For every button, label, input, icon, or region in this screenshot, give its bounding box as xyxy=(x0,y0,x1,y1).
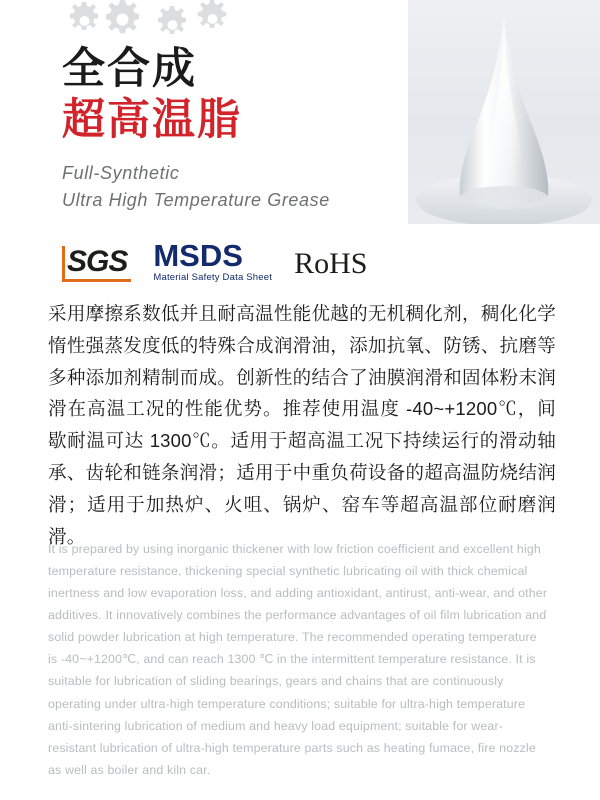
subtitle-en xyxy=(62,160,482,214)
page-title xyxy=(62,44,392,145)
rohs-logo-icon: RoHS xyxy=(294,247,368,280)
description-en: It is prepared by using inorganic thickener with low friction coefficient and excellent high temperature resistance, thickening special synthetic lubricating oil with thick chemical inertness and low evaporation loss, and adding antioxidant, antirust, anti-wear, and other additives. It innovatively combines the performance advantages of oil film lubrication and solid powder lubrication at high temperature. The recommended operating temperature is -40~+1200℃, and can reach 1300 ℃ in the intermittent temperature resistance. It is suitable for lubrication of sliding bearings, gears and chains that are continuously operating under ultra-high temperature conditions; suitable for ultra-high temperature anti-sintering lubrication of medium and heavy load equipment; suitable for wear-resistant lubrication of ultra-high temperature parts such as heating fumace, fire nozzle as well as boiler and kiln car. xyxy=(48,542,548,777)
subtitle-line-2: Ultra High Temperature Grease xyxy=(62,190,330,210)
subtitle-line-1: Full-Synthetic xyxy=(62,163,180,183)
msds-label: MSDS xyxy=(153,237,243,273)
headline-cn-primary: 全合成 xyxy=(62,45,197,93)
sgs-label: SGS xyxy=(62,246,131,282)
headline-cn-secondary: 超高温脂 xyxy=(62,95,242,144)
sgs-logo-icon xyxy=(62,246,131,282)
description-cn: 采用摩擦系数低并且耐高温性能优越的无机稠化剂，稠化化学惰性强蒸发度低的特殊合成润滑油，添加抗氧、防锈、抗磨等多种添加剂精制而成。创新性的结合了油膜润滑和固体粉末润滑在高温工况的性能优势。推荐使用温度 -40~+1200℃，间歇耐温可达 1300℃。适用于超高温工况下持续运行的滑动轴承、齿轮和链条润滑；适用于中重负荷设备的超高温防烧结润滑；适用于加热炉、火咀、锅炉、窑车等超高温部位耐磨润滑。 xyxy=(48,303,556,547)
msds-sublabel: Material Safety Data Sheet xyxy=(153,271,273,283)
msds-logo-icon xyxy=(153,237,273,283)
certification-logos xyxy=(62,238,542,282)
gear-decoration-icon xyxy=(58,0,248,44)
